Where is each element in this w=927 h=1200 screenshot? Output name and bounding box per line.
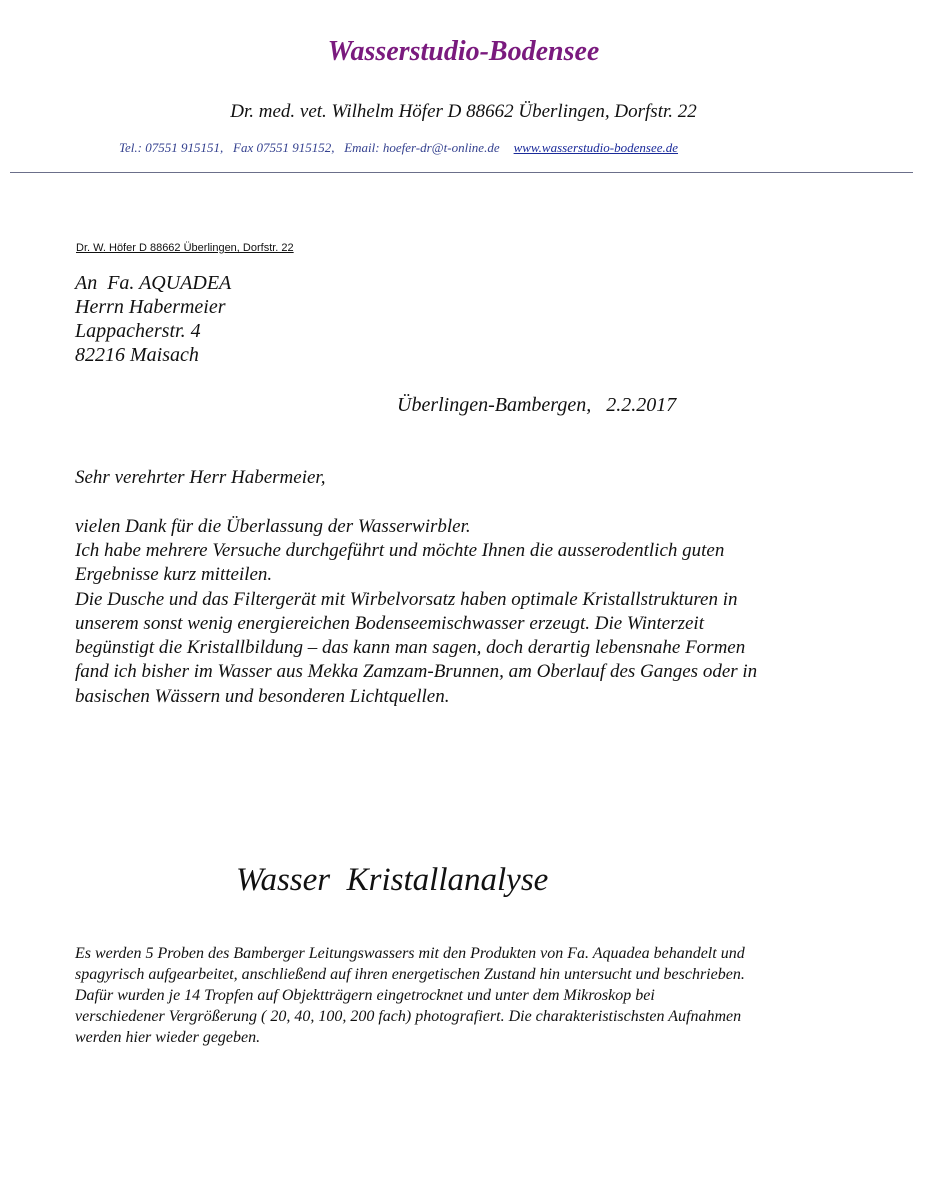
body-line: unserem sonst wenig energiereichen Bodenseemischwasser erzeugt. Die Winterzeit — [75, 613, 704, 634]
body-line: vielen Dank für die Überlassung der Wasserwirbler. — [75, 516, 471, 537]
body-line: fand ich bisher im Wasser aus Mekka Zamzam-Brunnen, am Oberlauf des Ganges oder in — [75, 661, 758, 682]
letterhead-subtitle: Dr. med. vet. Wilhelm Höfer D 88662 Überlingen, Dorfstr. 22 — [230, 101, 697, 122]
salutation: Sehr verehrter Herr Habermeier, — [75, 467, 326, 488]
letterhead-title: Wasserstudio-Bodensee — [327, 36, 600, 67]
analysis-line: werden hier wieder gegeben. — [75, 1029, 261, 1046]
body-line: begünstigt die Kristallbildung – das kann man sagen, doch derartig lebensnahe Formen — [75, 637, 746, 658]
recipient-line: Lappacherstr. 4 — [75, 320, 201, 342]
website-link[interactable]: www.wasserstudio-bodensee.de — [513, 140, 679, 155]
recipient-line: Herrn Habermeier — [75, 296, 226, 318]
date-line: Überlingen-Bambergen, 2.2.2017 — [397, 394, 677, 416]
body-line: Ergebnisse kurz mitteilen. — [75, 564, 273, 585]
return-address: Dr. W. Höfer D 88662 Überlingen, Dorfstr. 22 — [76, 242, 294, 254]
header-divider — [10, 172, 913, 173]
recipient-line: An Fa. AQUADEA — [75, 272, 232, 294]
body-line: Die Dusche und das Filtergerät mit Wirbelvorsatz haben optimale Kristallstrukturen in — [75, 589, 738, 610]
analysis-line: verschiedener Vergrößerung ( 20, 40, 100, 200 fach) photografiert. Die charakteristischsten Aufnahmen — [75, 1008, 742, 1025]
section-heading: Wasser Kristallanalyse — [236, 862, 549, 898]
analysis-line: spagyrisch aufgearbeitet, anschließend auf ihren energetischen Zustand hin untersucht und beschrieben. — [75, 966, 745, 983]
letterhead-contact — [119, 140, 678, 156]
body-line: basischen Wässern und besonderen Lichtquellen. — [75, 686, 450, 707]
body-line: Ich habe mehrere Versuche durchgeführt und möchte Ihnen die ausserodentlich guten — [75, 540, 725, 561]
analysis-line: Dafür wurden je 14 Tropfen auf Objektträgern eingetrocknet und unter dem Mikroskop bei — [75, 987, 655, 1004]
analysis-line: Es werden 5 Proben des Bamberger Leitungswassers mit den Produkten von Fa. Aquadea behandelt und — [75, 945, 745, 962]
contact-info: Tel.: 07551 915151, Fax 07551 915152, Email: hoefer-dr@t-online.de — [119, 140, 500, 155]
recipient-line: 82216 Maisach — [75, 344, 199, 366]
